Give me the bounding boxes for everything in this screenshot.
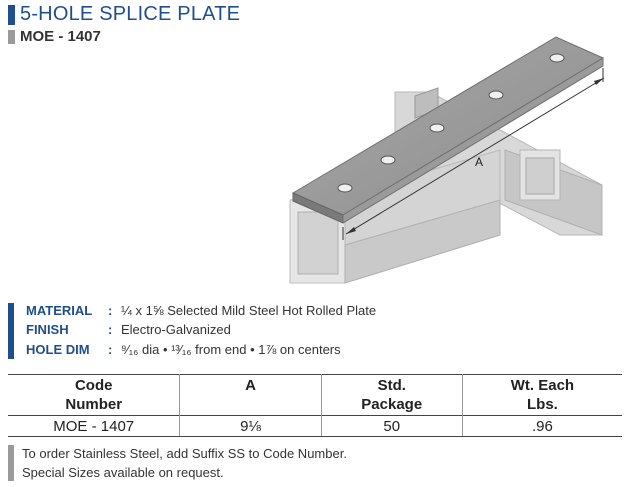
spec-colon: :: [108, 303, 113, 318]
spec-accent-bar: [8, 303, 14, 359]
col-header-code: Code Number: [65, 377, 123, 413]
note-accent-bar: [8, 445, 14, 481]
spec-colon: :: [108, 342, 113, 357]
cell-code: MOE - 1407: [8, 416, 180, 437]
spec-key: FINISH: [26, 322, 69, 337]
cell-weight: .96: [462, 416, 622, 437]
table-row: [8, 416, 622, 437]
page-title: 5-HOLE SPLICE PLATE: [20, 3, 241, 25]
product-code: MOE - 1407: [20, 28, 101, 45]
col-header-a: A: [180, 375, 321, 416]
spec-value: Electro-Galvanized: [121, 322, 231, 337]
dimension-label-a: A: [475, 155, 484, 169]
col-header-weight: Wt. Each Lbs.: [462, 375, 622, 416]
spec-colon: :: [108, 322, 113, 337]
product-table: [8, 374, 622, 437]
note-special-sizes: Special Sizes available on request.: [22, 465, 224, 480]
cell-package: 50: [321, 416, 462, 437]
spec-value: ⁹⁄₁₆ dia • ¹³⁄₁₆ from end • 1⅞ on centers: [121, 342, 341, 357]
spec-key: MATERIAL: [26, 303, 93, 318]
note-stainless: To order Stainless Steel, add Suffix SS to Code Number.: [22, 446, 347, 461]
col-header-package: Std. Package: [321, 375, 462, 416]
spec-value: ¼ x 1⅝ Selected Mild Steel Hot Rolled Plate: [121, 303, 377, 318]
cell-a: 9⅛: [180, 416, 321, 437]
spec-key: HOLE DIM: [26, 342, 90, 357]
